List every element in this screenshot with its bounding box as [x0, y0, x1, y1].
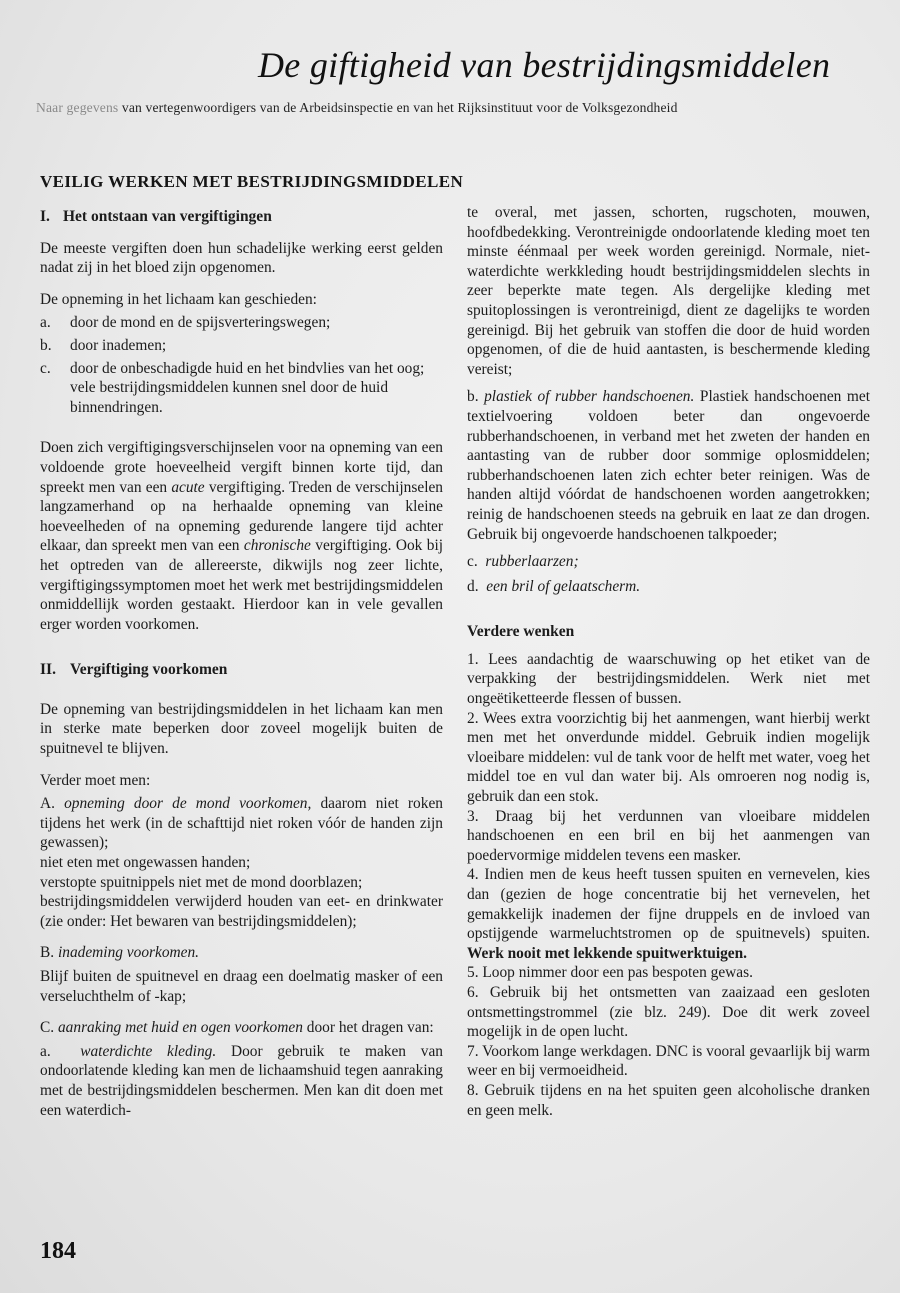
text-run: Plastiek handschoenen met textielvoering voldoen beter dan ongevoerde rubberhandschoenen, in verband met het zweten der handen en aantasting van de rubber door sommige oplosmiddelen; rubberhandschoenen laten zich echter beter reinigen. Was de handen altijd vóórdat de handschoenen worden aangetrokken; reinig de handschoenen steeds na gebruik en laat ze dan drogen. Gebruik bij ongevoerde handschoenen talkpoeder; [467, 388, 870, 543]
route-item-b [40, 336, 443, 356]
measure-C-b [467, 387, 870, 544]
measure-C-a [40, 1042, 443, 1120]
route-text: door inademen; [70, 336, 167, 354]
route-marker: a. [40, 314, 51, 332]
page-number: 184 [40, 1238, 76, 1264]
measure-C-a-continued: te overal, met jassen, schorten, rugschoten, mouwen, hoofdbedekking. Verontreinigde ondoorlatende kleding moet ten minste éénmaal per week worden gereinigd. Normale, niet-waterdichte werkkleding houdt bestrijdingsmiddelen slechts in zeer beperkte mate tegen. Als dergelijke kleding met spuitoplossingen is verontreinigd, dient ze dagelijks te worden gereinigd. Bij het gebruik van stoffen die door de huid worden opgenomen, of die de huid aantasten, is beschermende kleding vereist; [467, 204, 870, 378]
sub-marker: c. [467, 553, 478, 571]
text-run: Door gebruik te maken van ondoorlatende kleding kan men de lichaamshuid tegen aanraking met de bestrijdingsmiddelen beschermen. Men kan dit doen met een waterdich- [40, 1042, 443, 1119]
tip-item [467, 865, 870, 963]
measure-A-line: bestrijdingsmiddelen verwijderd houden van eet- en drinkwater (zie onder: Het bewaren van bestrijdingsmiddelen); [40, 893, 443, 930]
subtitle-faded-part: Naar gegevens [36, 100, 119, 115]
term-chronic: chronische [243, 537, 311, 555]
measure-B-text: Blijf buiten de spuitnevel en draag een doelmatig masker of een verseluchthelm of -kap; [40, 968, 443, 1005]
measure-A-line: niet eten met ongewassen handen; [40, 854, 251, 872]
article-subtitle [36, 100, 856, 116]
part2-heading [40, 660, 443, 680]
sub-title: een bril of gelaatscherm. [486, 577, 641, 595]
part2-heading-text: Vergiftiging voorkomen [70, 661, 228, 679]
route-text: door de mond en de spijsverteringswegen; [70, 314, 331, 332]
measure-C [40, 1018, 443, 1038]
measure-A [40, 794, 443, 853]
text-run: door het dragen van: [302, 1019, 434, 1037]
sub-marker: a. [40, 1042, 51, 1060]
tip-item: 3. Draag bij het verdunnen van vloeibare middelen handschoenen en een bril en bij het aanmengen van poedervormige middelen tevens een masker. [467, 807, 870, 864]
right-column [467, 203, 870, 1120]
text-run: 4. Indien men de keus heeft tussen spuiten en vernevelen, kies dan (gezien de hoge concentratie bij het vernevelen, het gemakkelijk inademen der fijne druppels en de invloed van opstijgende warmeluchtstromen op de spuitnevels) spuiten. [467, 866, 870, 943]
subtitle-text: van vertegenwoordigers van de Arbeidsinspectie en van het Rijksinstituut voor de Volksgezondheid [118, 100, 678, 115]
sub-title: rubberlaarzen; [485, 553, 579, 571]
tip-item: 5. Loop nimmer door een pas bespoten gewas. [467, 964, 753, 982]
part2-further: Verder moet men: [40, 771, 151, 789]
part1-heading-text: Het ontstaan van vergiftigingen [63, 208, 272, 225]
measure-title: aanraking met huid en ogen voorkomen [57, 1019, 303, 1037]
route-marker: b. [40, 336, 52, 354]
sub-marker: b. [467, 388, 479, 406]
route-marker: c. [40, 359, 51, 377]
tip-item: 6. Gebruik bij het ontsmetten van zaaizaad een gesloten ontsmettingstrommel (zie blz. 249). Doe dit werk zoveel mogelijk in de open lucht. [467, 983, 870, 1041]
section-heading: VEILIG WERKEN MET BESTRIJDINGSMIDDELEN [40, 172, 464, 191]
measure-title: inademing voorkomen. [57, 944, 200, 962]
part1-number: I. [40, 208, 50, 225]
part2-number: II. [40, 661, 56, 679]
term-acute: acute [171, 478, 205, 496]
measure-B [40, 943, 443, 963]
part1-routes-lead: De opneming in het lichaam kan geschieden: [40, 290, 317, 308]
measure-marker: B. [40, 944, 55, 962]
text-run: Doen zich vergiftigingsverschijnselen voor na opneming van een voldoende grote hoeveelheid vergift binnen korte tijd, dan spreekt men van een [40, 439, 443, 496]
route-text: door de onbeschadigde huid en het bindvlies van het oog; vele bestrijdingsmiddelen kunnen snel door de huid binnendringen. [70, 359, 425, 416]
left-column [40, 207, 443, 1120]
tip-item: 1. Lees aandachtig de waarschuwing op het etiket van de verpakking der bestrijdingsmiddelen. Werk niet met ongeëtiketteerde flessen of bussen. [467, 650, 870, 708]
measure-C-d [467, 577, 870, 597]
measure-A-line: verstopte spuitnippels niet met de mond doorblazen; [40, 873, 363, 891]
part2-intro: De opneming van bestrijdingsmiddelen in het lichaam kan men in sterke mate beperken door zoveel mogelijk buiten de spuitnevel te blijven. [40, 700, 443, 758]
part1-paragraph-2 [40, 438, 443, 634]
part1-heading [40, 207, 443, 227]
sub-marker: d. [467, 577, 479, 595]
text-run: vergiftiging. Treden de verschijnselen langzamerhand op na herhaalde opneming van kleine hoeveelheden of na opneming gedurende langere tijd achter elkaar, dan spreekt men van een [40, 478, 443, 555]
sub-title: waterdichte kleding. [80, 1042, 217, 1060]
measure-title: opneming door de mond voorkomen, [64, 795, 312, 813]
measure-C-c [467, 552, 870, 572]
route-item-c [40, 359, 443, 418]
tip-item: 8. Gebruik tijdens en na het spuiten geen alcoholische dranken en geen melk. [467, 1081, 870, 1119]
sub-title: plastiek of rubber handschoenen. [484, 388, 695, 406]
route-item-a [40, 313, 443, 333]
tip-warning: Werk nooit met lekkende spuitwerktuigen. [467, 944, 748, 962]
text-run: vergiftiging. Ook bij het optreden van de allereerste, dikwijls nog zeer lichte, vergiftigingssymptomen moet het werk met bestrijdingsmiddelen onmiddellijk worden gestaakt. Hierdoor kan in vele gevallen erger worden voorkomen. [40, 537, 444, 633]
part1-intro: De meeste vergiften doen hun schadelijke werking eerst gelden nadat zij in het bloed zijn opgenomen. [40, 239, 443, 277]
tip-item: 2. Wees extra voorzichtig bij het aanmengen, want hierbij werkt men met het onverdunde middel. Gebruik indien mogelijk vloeibare middelen: vul de tank voor de helft met water, voeg het middel toe en vul dan water bij. Als omroeren nog nodig is, gebruik dan een stok. [467, 709, 870, 806]
text-run: daarom niet roken tijdens het werk (in de schafttijd niet roken vóór de handen zijn gewassen); [40, 795, 443, 852]
measure-marker: A. [40, 795, 55, 813]
tips-heading: Verdere wenken [467, 623, 575, 641]
measure-marker: C. [40, 1019, 55, 1037]
tip-item: 7. Voorkom lange werkdagen. DNC is vooral gevaarlijk bij warm weer en bij vermoeidheid. [467, 1042, 870, 1080]
article-title: De giftigheid van bestrijdingsmiddelen [258, 45, 831, 85]
